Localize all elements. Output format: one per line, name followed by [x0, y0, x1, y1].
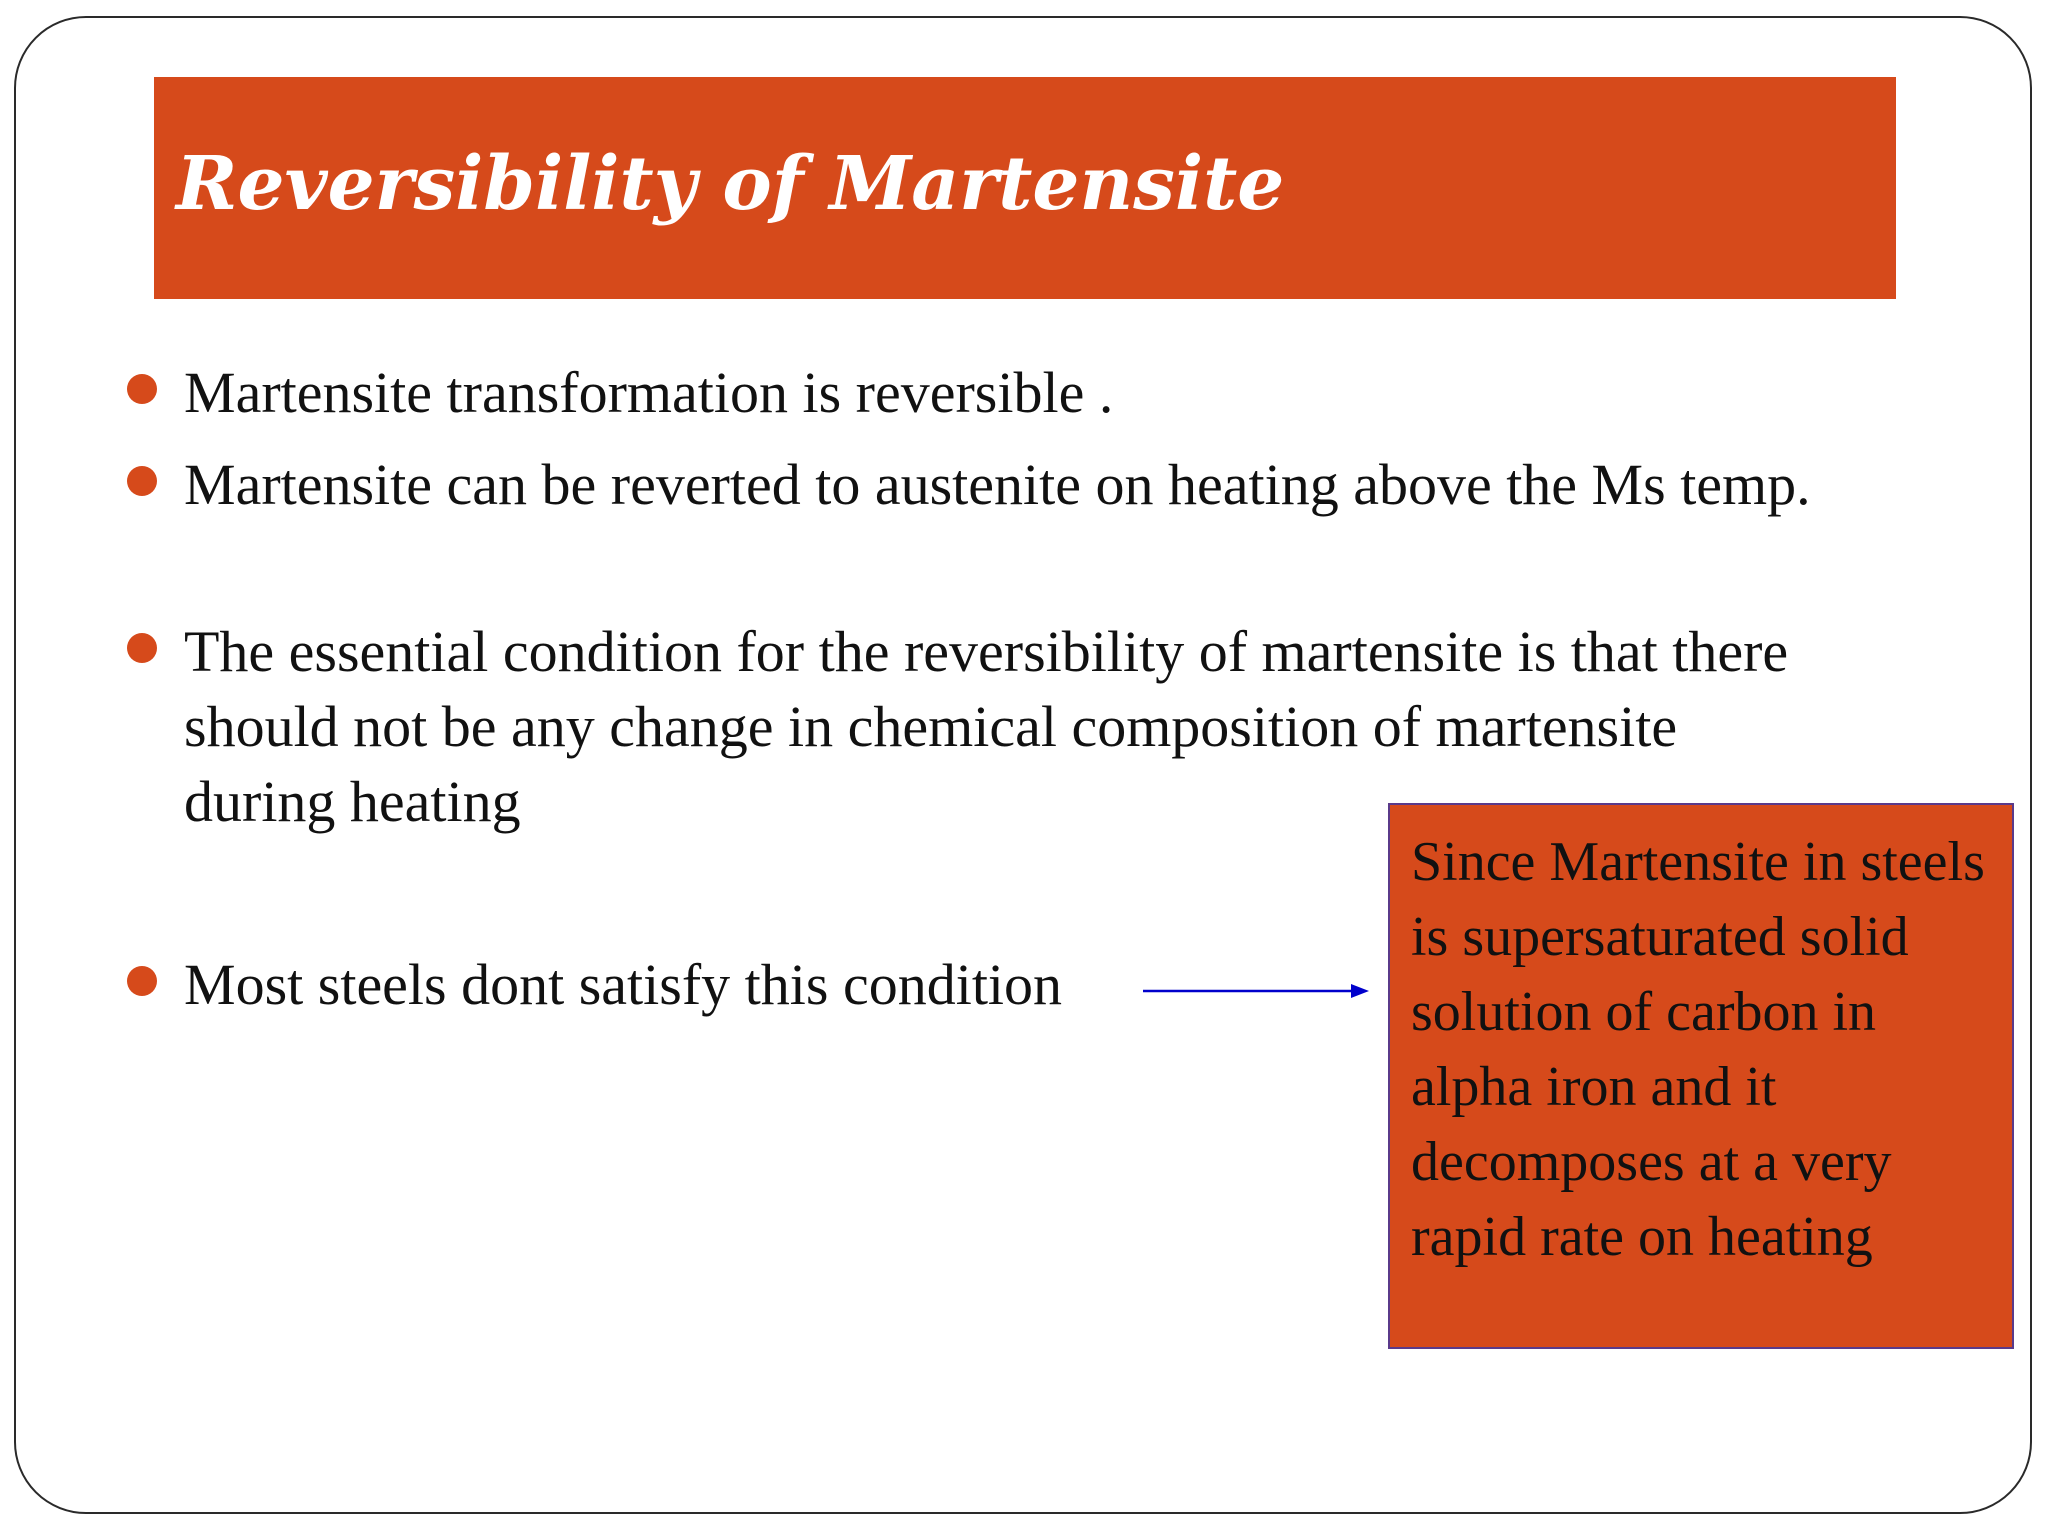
slide-title: Reversibility of Martensite	[176, 141, 1285, 227]
bullet-text: Martensite transformation is reversible .	[184, 360, 1114, 425]
bullet-text: Martensite can be reverted to austenite on heating above the Ms temp.	[184, 452, 1811, 517]
bullet-dot-icon	[127, 374, 157, 404]
bullet-dot-icon	[127, 966, 157, 996]
bullet-text: The essential condition for the reversibility of martensite is that there should not be any change in chemical composition of martensite during heating	[184, 619, 1789, 834]
bullet-item	[124, 447, 1824, 522]
arrow-right-icon	[1143, 979, 1369, 1003]
bullet-text: Most steels dont satisfy this condition	[184, 952, 1063, 1017]
callout-text: Since Martensite in steels is supersaturated solid solution of carbon in alpha iron and it decomposes at a very rapid rate on heating	[1411, 831, 1985, 1268]
title-bar	[154, 77, 1896, 299]
bullet-item	[124, 947, 1224, 1022]
bullet-dot-icon	[127, 466, 157, 496]
bullet-dot-icon	[127, 633, 157, 663]
bullet-item	[124, 355, 1724, 430]
callout-box	[1388, 803, 2014, 1349]
